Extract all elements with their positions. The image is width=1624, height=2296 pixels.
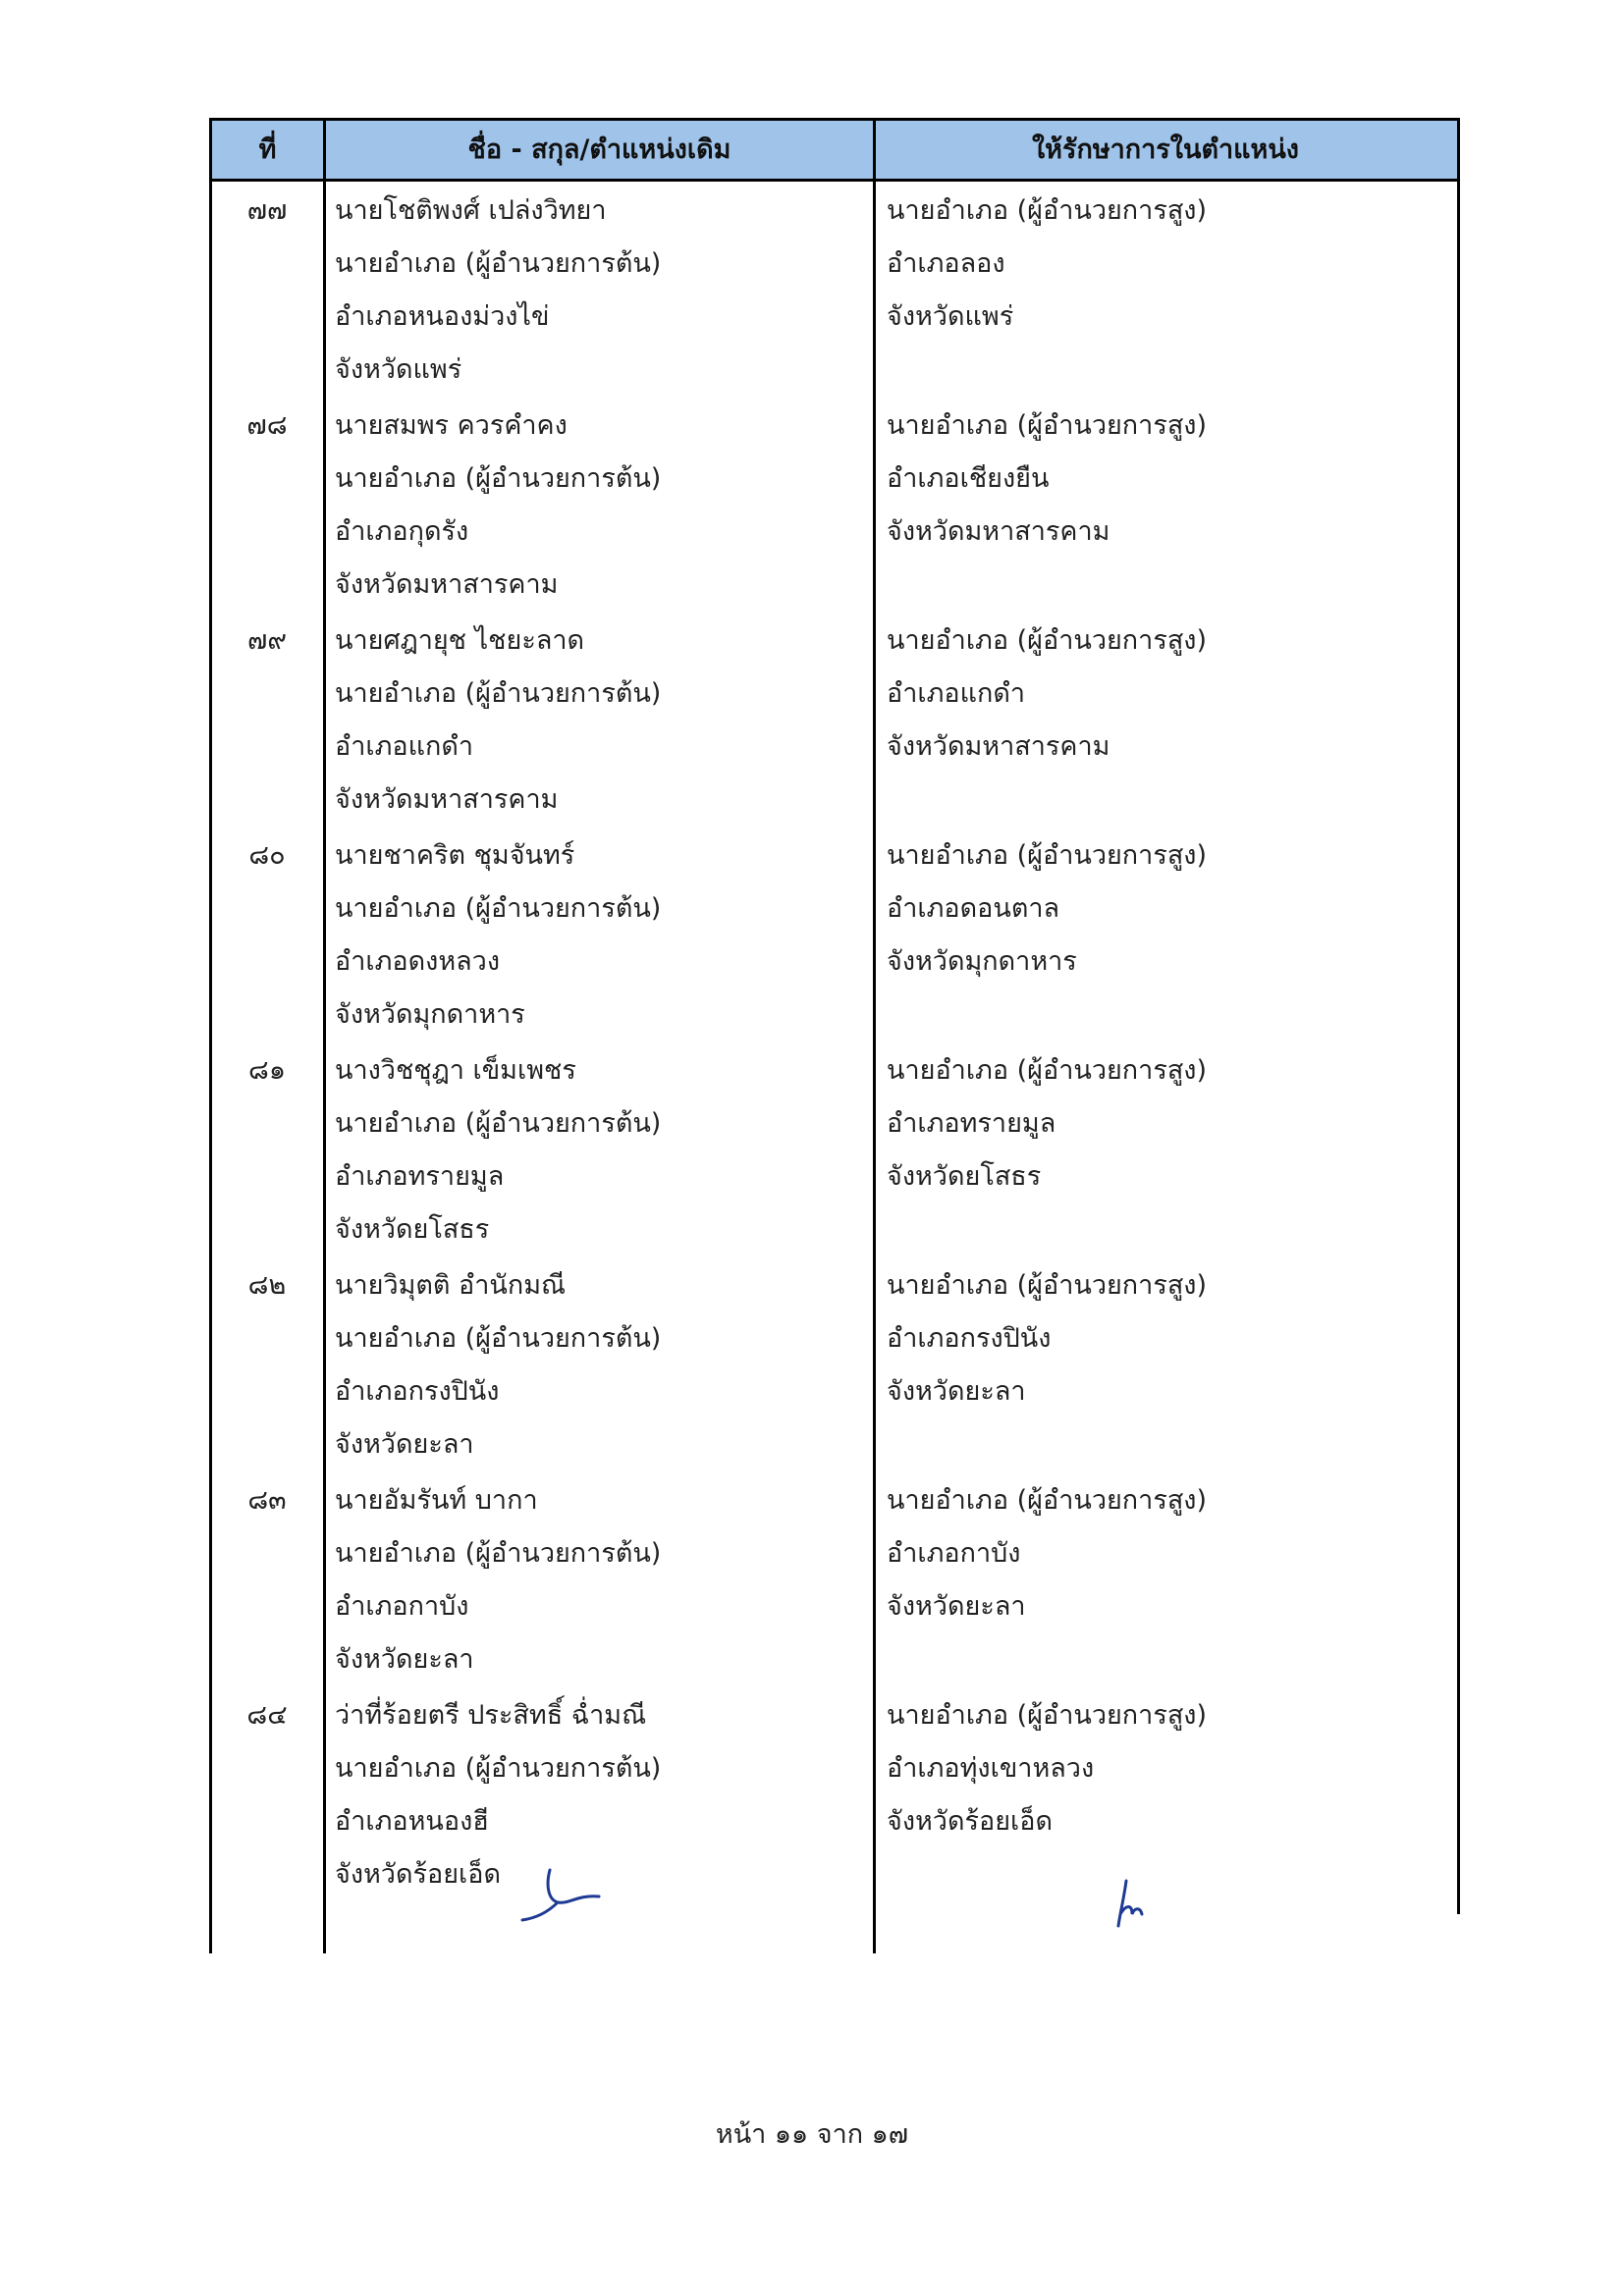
old-position-line: อำเภอทรายมูล	[335, 1161, 505, 1192]
new-position-line: จังหวัดยโสธร	[887, 1161, 1042, 1192]
new-position-line: นายอำเภอ (ผู้อำนวยการสูง)	[887, 1700, 1208, 1731]
new-position-line: นายอำเภอ (ผู้อำนวยการสูง)	[887, 1485, 1208, 1516]
table-row	[209, 1259, 1460, 1474]
old-position-line: นายวิมุตติ อำนักมณี	[335, 1270, 567, 1301]
new-position-line: จังหวัดยะลา	[887, 1376, 1026, 1407]
new-position-line: อำเภอทรายมูล	[887, 1108, 1056, 1139]
new-position-line: อำเภอดอนตาล	[887, 893, 1060, 924]
row-number: ๗๙	[246, 625, 288, 656]
row-number: ๗๘	[246, 410, 288, 441]
old-position-line: นายอำเภอ (ผู้อำนวยการต้น)	[335, 1753, 662, 1784]
old-position-line: นายอำเภอ (ผู้อำนวยการต้น)	[335, 463, 662, 494]
old-position-cell	[335, 400, 875, 612]
table-row	[209, 1474, 1460, 1689]
old-position-line: นายอำเภอ (ผู้อำนวยการต้น)	[335, 678, 662, 709]
old-position-cell	[335, 1044, 875, 1256]
old-position-line: อำเภอกุดรัง	[335, 516, 469, 547]
old-position-cell	[335, 1259, 875, 1471]
new-position-cell	[887, 1044, 1456, 1203]
appointment-table	[209, 118, 1460, 1953]
old-position-line: อำเภอกรงปินัง	[335, 1376, 500, 1407]
table-header	[209, 118, 1460, 182]
old-position-cell	[335, 1474, 875, 1686]
table-row	[209, 614, 1460, 829]
old-position-line: ว่าที่ร้อยตรี ประสิทธิ์ ฉ่ำมณี	[335, 1700, 647, 1731]
row-number: ๘๑	[248, 1055, 286, 1086]
old-position-line: นายศฎายุช ไชยะลาด	[335, 625, 585, 656]
old-position-cell	[335, 185, 875, 397]
old-position-line: จังหวัดมุกดาหาร	[335, 999, 525, 1030]
table-row	[209, 829, 1460, 1044]
table-row	[209, 1689, 1460, 1904]
old-position-line: จังหวัดมหาสารคาม	[335, 569, 559, 600]
row-number: ๘๔	[246, 1700, 288, 1731]
table-row	[209, 185, 1460, 400]
row-number: ๘๐	[248, 840, 286, 871]
new-position-line: นายอำเภอ (ผู้อำนวยการสูง)	[887, 625, 1208, 656]
signature-left	[518, 1855, 626, 1934]
header-col-name: ชื่อ - สกุล/ตำแหน่งเดิม	[467, 134, 731, 165]
new-position-line: นายอำเภอ (ผู้อำนวยการสูง)	[887, 840, 1208, 871]
old-position-line: อำเภอกาบัง	[335, 1591, 469, 1622]
old-position-line: อำเภอหนองฮี	[335, 1806, 489, 1837]
row-number: ๘๒	[247, 1270, 287, 1301]
new-position-line: อำเภอทุ่งเขาหลวง	[887, 1753, 1095, 1784]
new-position-line: จังหวัดยะลา	[887, 1591, 1026, 1622]
new-position-cell	[887, 1474, 1456, 1633]
new-position-line: อำเภอกรงปินัง	[887, 1323, 1052, 1354]
old-position-line: นายอัมรันท์ บากา	[335, 1485, 538, 1516]
new-position-cell	[887, 400, 1456, 559]
old-position-line: จังหวัดแพร่	[335, 354, 462, 385]
new-position-line: จังหวัดมหาสารคาม	[887, 516, 1110, 547]
new-position-cell	[887, 614, 1456, 774]
old-position-cell	[335, 614, 875, 827]
old-position-line: จังหวัดมหาสารคาม	[335, 784, 559, 815]
new-position-line: จังหวัดแพร่	[887, 301, 1014, 332]
row-number: ๗๗	[246, 195, 288, 226]
new-position-cell	[887, 829, 1456, 988]
old-position-line: จังหวัดยโสธร	[335, 1214, 490, 1245]
old-position-line: จังหวัดยะลา	[335, 1429, 474, 1460]
new-position-line: จังหวัดร้อยเอ็ด	[887, 1806, 1054, 1837]
old-position-line: นายอำเภอ (ผู้อำนวยการต้น)	[335, 1323, 662, 1354]
new-position-cell	[887, 1259, 1456, 1418]
new-position-cell	[887, 185, 1456, 344]
row-number: ๘๓	[247, 1485, 287, 1516]
new-position-line: อำเภอลอง	[887, 248, 1005, 279]
old-position-line: นางวิชชุฎา เข็มเพชร	[335, 1055, 576, 1086]
old-position-line: นายอำเภอ (ผู้อำนวยการต้น)	[335, 1108, 662, 1139]
new-position-line: นายอำเภอ (ผู้อำนวยการสูง)	[887, 1055, 1208, 1086]
header-col-no: ที่	[258, 134, 277, 165]
new-position-line: นายอำเภอ (ผู้อำนวยการสูง)	[887, 195, 1208, 226]
new-position-line: จังหวัดมุกดาหาร	[887, 946, 1077, 977]
header-col-new-position: ให้รักษาการในตำแหน่ง	[1032, 134, 1299, 165]
new-position-line: อำเภอกาบัง	[887, 1538, 1021, 1569]
table-row	[209, 400, 1460, 614]
new-position-cell	[887, 1689, 1456, 1848]
new-position-line: อำเภอแกดำ	[887, 678, 1026, 709]
old-position-line: นายอำเภอ (ผู้อำนวยการต้น)	[335, 893, 662, 924]
new-position-line: นายอำเภอ (ผู้อำนวยการสูง)	[887, 1270, 1208, 1301]
old-position-line: นายอำเภอ (ผู้อำนวยการต้น)	[335, 248, 662, 279]
page-number: หน้า ๑๑ จาก ๑๗	[715, 2119, 909, 2150]
old-position-line: อำเภอหนองม่วงไข่	[335, 301, 550, 332]
new-position-line: นายอำเภอ (ผู้อำนวยการสูง)	[887, 410, 1208, 441]
new-position-line: อำเภอเชียงยืน	[887, 463, 1050, 494]
old-position-line: จังหวัดร้อยเอ็ด	[335, 1859, 502, 1890]
old-position-line: นายอำเภอ (ผู้อำนวยการต้น)	[335, 1538, 662, 1569]
old-position-line: จังหวัดยะลา	[335, 1644, 474, 1675]
signature-right	[1112, 1875, 1162, 1934]
old-position-cell	[335, 829, 875, 1041]
old-position-line: อำเภอดงหลวง	[335, 946, 501, 977]
new-position-line: จังหวัดมหาสารคาม	[887, 731, 1110, 762]
old-position-line: นายสมพร ควรคำคง	[335, 410, 568, 441]
old-position-line: อำเภอแกดำ	[335, 731, 474, 762]
old-position-line: นายโชติพงศ์ เปล่งวิทยา	[335, 195, 607, 226]
old-position-line: นายชาคริต ชุมจันทร์	[335, 840, 575, 871]
table-row	[209, 1044, 1460, 1259]
